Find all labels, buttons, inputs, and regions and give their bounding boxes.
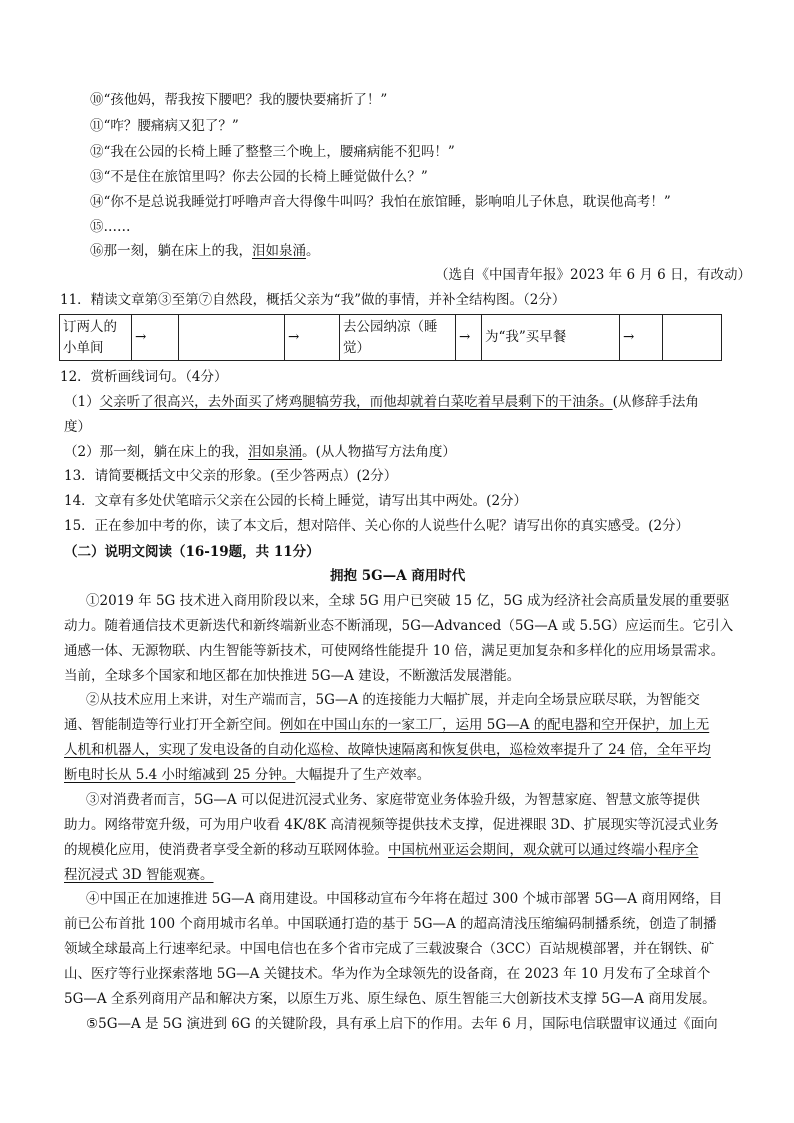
dialogue-line-14: ⑭“你不是总说我睡觉打呼噜声音大得像牛叫吗？我怕在旅馆睡，影响咱儿子休息，耽误他高考！” bbox=[90, 194, 671, 210]
question-14: 14．文章有多处伏笔暗示父亲在公园的长椅上睡觉，请写出其中两处。(2分） bbox=[64, 493, 528, 509]
chain-blank-2[interactable] bbox=[663, 315, 722, 361]
p16-pre: ⑯那一刻，躺在床上的我， bbox=[90, 243, 252, 259]
para2-line-3: 人机和机器人，实现了发电设备的自动化巡检、故障快速隔离和恢复供电，巡检效率提升了 24 倍，全年平均 bbox=[64, 742, 711, 758]
chain-arrow-2: → bbox=[285, 315, 340, 361]
dialogue-line-10: ⑩“孩他妈，帮我按下腰吧？我的腰快要痛折了！” bbox=[90, 92, 388, 108]
chain-cell-1: 订两人的小单间 bbox=[60, 315, 132, 361]
para1-line-4: 当前，全球多个国家和地区都在加快推进 5G—A 建设，不断激活发展潜能。 bbox=[64, 668, 521, 684]
para2-l4-post: 大幅提升了生产效率。 bbox=[295, 767, 431, 783]
p16-underlined: 泪如泉涌 bbox=[252, 243, 306, 259]
question-12-1-cont: 度） bbox=[64, 419, 91, 435]
para4-line-1: ④中国正在加速推进 5G—A 商用建设。中国移动宣布今年将在超过 300 个城市部署 5G—A 商用网络，目 bbox=[86, 891, 723, 907]
para1-line-1: ①2019 年 5G 技术进入商用阶段以来，全球 5G 用户已突破 15 亿，5G 成为经济社会高质量发展的重要驱 bbox=[86, 593, 730, 609]
para3-l3-underlined: 中国杭州亚运会期间，观众就可以通过终端小程序全 bbox=[388, 842, 699, 858]
para3-line-4: 程沉浸式 3D 智能观赛。 bbox=[64, 867, 214, 883]
chain-cell-4: 为“我”买早餐 bbox=[482, 315, 620, 361]
article-title: 拥抱 5G—A 商用时代 bbox=[330, 568, 466, 584]
para2-l2-pre: 通、智能制造等行业打开全新空间。 bbox=[64, 717, 280, 733]
para4-line-3: 领域全球最高上行速率纪录。中国电信也在多个省市完成了三载波聚合（3CC）百站规模部署，并在钢铁、矿 bbox=[64, 941, 715, 957]
para3-line-1: ③对消费者而言，5G—A 可以促进沉浸式业务、家庭带宽业务体验升级，为智慧家庭、智慧文旅等提供 bbox=[86, 792, 700, 808]
chain-cell-3: 去公园纳凉（睡觉） bbox=[340, 315, 456, 361]
para2-l4-underlined: 断电时长从 5.4 小时缩减到 25 分钟。 bbox=[64, 767, 296, 783]
chain-arrow-1: → bbox=[132, 315, 179, 361]
dialogue-line-13: ⑬“不是住在旅馆里吗？你去公园的长椅上睡觉做什么？” bbox=[90, 169, 428, 185]
para3-l3-pre: 的规模化应用，使消费者享受全新的移动互联网体验。 bbox=[64, 842, 388, 858]
chain-blank-1[interactable] bbox=[179, 315, 285, 361]
dialogue-line-15: ⑮…… bbox=[90, 219, 131, 235]
dialogue-line-11: ⑪“咋？腰痛病又犯了？” bbox=[90, 118, 239, 134]
para1-line-3: 通感一体、无源物联、内生智能等新技术，可使网络性能提升 10 倍，满足更加复杂和多样化的应用场景需求。 bbox=[64, 643, 725, 659]
dialogue-line-12: ⑫“我在公园的长椅上睡了整整三个晚上，腰痛病能不犯吗！” bbox=[90, 144, 455, 160]
q12-2-pre: （2）那一刻，躺在床上的我， bbox=[64, 444, 249, 460]
q12-2-post: 。(从人物描写方法角度） bbox=[302, 444, 456, 460]
section-2-heading: （二）说明文阅读（16-19题，共 11分） bbox=[64, 544, 320, 560]
para5-line-1: ⑤5G—A 是 5G 演进到 6G 的关键阶段，具有承上启下的作用。去年 6 月，国际电信联盟审议通过《面向 bbox=[86, 1016, 718, 1032]
para3-line-2: 助力。网络带宽升级，可为用户收看 4K/8K 高清视频等提供技术支撑，促进裸眼 3D、扩展现实等沉浸式业务 bbox=[64, 817, 719, 833]
p16-post: 。 bbox=[306, 243, 320, 259]
para4-line-5: 5G—A 全系列商用产品和解决方案，以原生万兆、原生绿色、原生智能三大创新技术支撑 5G—A 商用发展。 bbox=[64, 991, 716, 1007]
para4-line-4: 山、医疗等行业探索落地 5G—A 关键技术。华为作为全球领先的设备商，在 2023 年 10 月发布了全球首个 bbox=[64, 966, 711, 982]
question-11: 11．精读文章第③至第⑦自然段，概括父亲为“我”做的事情，并补全结构图。（2分） bbox=[60, 292, 566, 308]
q12-2-underlined: 泪如泉涌 bbox=[248, 444, 303, 460]
para4-line-2: 前已公布首批 100 个商用城市名单。中国联通打造的基于 5G—A 的超高清浅压缩编码制播系统，创造了制播 bbox=[64, 916, 717, 932]
q12-1-underlined: 父亲听了很高兴，去外面买了烤鸡腿犒劳我，而他却就着白菜吃着早晨剩下的干油条。 bbox=[99, 394, 613, 410]
question-13: 13．请简要概括文中父亲的形象。(至少答两点）(2分） bbox=[64, 468, 398, 484]
question-15: 15．正在参加中考的你，读了本文后，想对陪伴、关心你的人说些什么呢？请写出你的真实感受。(2分） bbox=[64, 518, 690, 534]
source-citation: （选自《中国青年报》2023 年 6 月 6 日，有改动） bbox=[435, 267, 751, 283]
para3-line-3 bbox=[64, 839, 699, 861]
para2-l2-underlined: 例如在中国山东的一家工厂，运用 5G—A 的配电器和空开保护，加上无 bbox=[280, 717, 710, 733]
question-12-1 bbox=[64, 393, 699, 411]
q12-1-pre: （1） bbox=[64, 394, 100, 410]
chain-arrow-3: → bbox=[456, 315, 482, 361]
chain-arrow-4: → bbox=[620, 315, 663, 361]
structure-chart-table bbox=[59, 314, 722, 361]
paragraph-16 bbox=[90, 242, 320, 260]
para1-line-2: 动力。随着通信技术更新迭代和新终端新业态不断涌现，5G—Advanced（5G—A 或 5.5G）应运而生。它引入 bbox=[64, 618, 734, 634]
para2-line-1: ②从技术应用上来讲，对生产端而言，5G—A 的连接能力大幅扩展，并走向全场景应联尽联，为智能交 bbox=[86, 692, 700, 708]
para2-line-2 bbox=[64, 714, 709, 736]
question-12: 12．赏析画线词句。（4分） bbox=[60, 369, 228, 385]
q12-1-post: (从修辞手法角 bbox=[612, 394, 699, 410]
question-12-2 bbox=[64, 443, 456, 461]
para2-line-4 bbox=[64, 764, 430, 786]
